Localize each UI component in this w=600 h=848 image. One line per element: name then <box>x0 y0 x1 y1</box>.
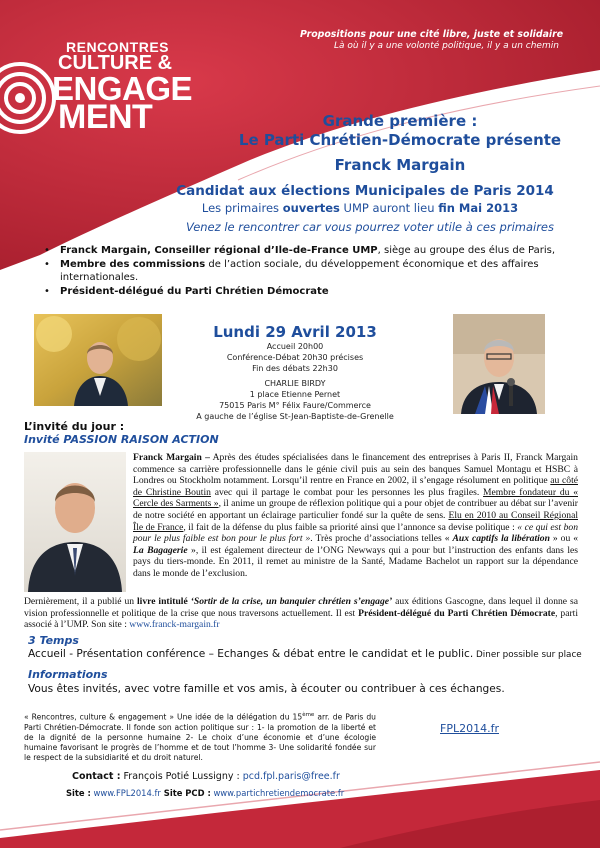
contact-label: Contact : <box>72 771 121 782</box>
venue-address-3: A gauche de l’église St-Jean-Baptiste-de-Grenelle <box>196 412 394 421</box>
logo-line-1: RENCONTRES <box>66 39 170 55</box>
footer-note-b: arr. de Paris du Parti Chrétien-Démocrate. Il fonde son action politique sur : 1- la promotion de la liberté et de la dignité de la personne humaine 2- Le choix d’une économie et d’une écologie humaine favorisant le progrès de l’homme et de tout l’homme 3- Une solidarité fondée sur le respect de la subsidiarité et du droit naturel. <box>24 712 376 762</box>
footer-note-a: « Rencontres, culture & engagement » Une idée de la délégation du 15 <box>24 712 303 722</box>
contact-email-link[interactable]: pcd.fpl.paris@free.fr <box>242 771 340 782</box>
title-candidate-name: Franck Margain <box>334 156 466 174</box>
contact-name: François Potié Lussigny : <box>120 771 243 782</box>
bio-book-label: livre intitulé <box>137 596 191 607</box>
photo-candidate-speech <box>453 314 545 414</box>
logo-line-2: CULTURE & <box>58 52 173 74</box>
logo-line-4: MENT <box>58 98 153 136</box>
title-grande-premiere: Grande première : <box>322 112 478 130</box>
event-end-time: Fin des débats 22h30 <box>252 364 338 373</box>
bio-role: Président-délégué du Parti Chrétien Démocrate <box>358 607 556 619</box>
temps-main-text: Accueil - Présentation conférence – Echanges & débat entre le candidat et le public. <box>28 648 474 660</box>
bio-text-5: . Très proche d’associations telles « <box>310 533 453 545</box>
guest-subheading: Invité PASSION RAISON ACTION <box>24 433 219 446</box>
bio-association-2: La Bagagerie <box>133 544 188 556</box>
photo-candidate-outdoor <box>34 314 162 406</box>
primaries-text-d: fin Mai 2013 <box>438 201 519 215</box>
bullet-3-bold: Président-délégué du Parti Chrétien Démocrate <box>60 286 329 297</box>
bio-text-3: , il anime un groupe de réflexion politique qui a pour objet de contribuer au débat sur l’avenir de notre société en apportant un éclairage particulier fondé sur la quête de sens. <box>133 498 578 521</box>
bio-text-1: Après des études spécialisées dans le financement des entreprises à Paris II, Franck Margain commence sa carrière professionnelle dans le génie civil puis au sein des banques Samuel Montagu et HSBC à Londres ou Stockholm notamment. Lorsqu’il rentre en France en 2002, il s’engage résolument en politique <box>133 452 578 487</box>
venue-name: CHARLIE BIRDY <box>264 379 326 388</box>
vote-invitation: Venez le rencontrer car vous pourrez voter utile à ces primaires <box>186 220 554 234</box>
logo-line-3: ENGAGE <box>52 70 193 107</box>
temps-small-text: Diner possible sur place <box>473 650 582 660</box>
bio-text-9: aux éditions Gascogne, dans lequel il donne sa vision professionnelle et politique de la crise que nous traversons actuellement. Il est <box>24 596 578 619</box>
bullet-2-bold: Membre des commissions <box>60 259 206 270</box>
primaries-line <box>150 201 570 215</box>
tagline-main: Propositions pour une cité libre, juste et solidaire <box>300 29 564 40</box>
bio-association-1: Aux captifs la libération <box>452 533 550 545</box>
bio-text-7: », il est également directeur de l’ONG Newways qui a pour but l’instruction des enfants dans les pays du tiers-monde. En 2011, il remet au ministre de la Santé, Madame Bachelot un rapport sur la dépendance dans le monde de l’exclusion. <box>133 544 578 579</box>
event-schedule <box>190 341 400 374</box>
tagline-secondary: Là où il y a une volonté politique, il y a un chemin <box>334 41 559 51</box>
photo-portrait-graphic <box>24 452 126 592</box>
footer-note <box>24 710 376 763</box>
venue-address-1: 1 place Etienne Pernet <box>249 390 341 399</box>
venue-address-2: 75015 Paris M° Félix Faure/Commerce <box>219 401 371 410</box>
primaries-text-b: ouvertes <box>282 201 340 215</box>
site-link[interactable]: www.FPL2014.fr <box>90 788 161 798</box>
pcd-link[interactable]: www.partichretiendemocrate.fr <box>210 788 345 798</box>
bio-name: Franck Margain – <box>133 452 210 463</box>
bullet-item <box>40 258 580 284</box>
sites-line <box>66 788 344 798</box>
photo-speech-graphic <box>453 314 545 414</box>
bio-text-6: » ou « <box>549 533 579 545</box>
guest-heading: L’invité du jour : <box>24 420 125 433</box>
title-candidacy: Candidat aux élections Municipales de Paris 2014 <box>176 183 554 199</box>
photo-outdoor-graphic <box>34 314 162 406</box>
bio-text-2: avec qui il partage le combat pour les personnes les plus fragiles. <box>210 486 484 498</box>
pcd-label: Site PCD : <box>160 788 211 798</box>
bio-text-8: Dernièrement, il a publié un <box>24 596 137 607</box>
event-welcome-time: Accueil 20h00 <box>266 342 324 351</box>
primaries-text-c: UMP auront lieu <box>339 201 439 215</box>
footer-note-sup: ème <box>302 712 315 718</box>
temps-heading: 3 Temps <box>28 634 79 647</box>
site-label: Site : <box>66 788 91 798</box>
contact-line <box>72 771 340 782</box>
bio-underline-cercle: Membre fondateur du « Cercle des Sarments » <box>133 486 578 510</box>
event-date: Lundi 29 Avril 2013 <box>213 323 377 341</box>
bullet-item <box>40 244 580 257</box>
bullet-2-rest: de l’action sociale, du développement économique et des affaires internationales. <box>60 259 539 283</box>
temps-text <box>28 648 588 660</box>
event-venue <box>170 378 420 422</box>
title-party-presents: Le Parti Chrétien-Démocrate présente <box>238 131 562 149</box>
bio-book-paragraph <box>24 596 578 631</box>
bullet-1-rest: , siège au groupe des élus de Paris, <box>377 245 556 256</box>
bio-book-title: ‘Sortir de la crise, un banquier chrétien s’engage’ <box>190 596 393 607</box>
bio-underline-boutin: au côté de Christine Boutin <box>133 475 578 498</box>
fpl-link[interactable]: FPL2014.fr <box>440 722 499 735</box>
bio-site-link[interactable]: www.franck-margain.fr <box>129 619 220 631</box>
bio-text-4: , il fait de la défense du plus faible sa priorité ainsi que l’annonce sa devise politique : <box>183 521 518 533</box>
primaries-text-a: Les primaires <box>201 201 283 215</box>
bullet-item <box>40 285 580 298</box>
bio-paragraph <box>133 452 578 580</box>
infos-text: Vous êtes invités, avec votre famille et vos amis, à écouter ou contribuer à ces échanges. <box>28 683 505 695</box>
bio-motto: « ce qui est bon pour le plus faible est bon pour le plus fort » <box>133 521 578 545</box>
event-conference-time: Conférence-Débat 20h30 précises <box>226 353 364 362</box>
bio-underline-elu: Elu en 2010 au Conseil Régional Île de France <box>133 509 578 533</box>
bullet-1-bold: Franck Margain, Conseiller régional d’Ile-de-France UMP <box>60 245 378 256</box>
infos-heading: Informations <box>28 668 108 681</box>
bio-text-10: , parti associé à l’UMP. Son site : <box>24 607 578 631</box>
photo-candidate-portrait <box>24 452 126 592</box>
bullet-list <box>40 244 580 299</box>
